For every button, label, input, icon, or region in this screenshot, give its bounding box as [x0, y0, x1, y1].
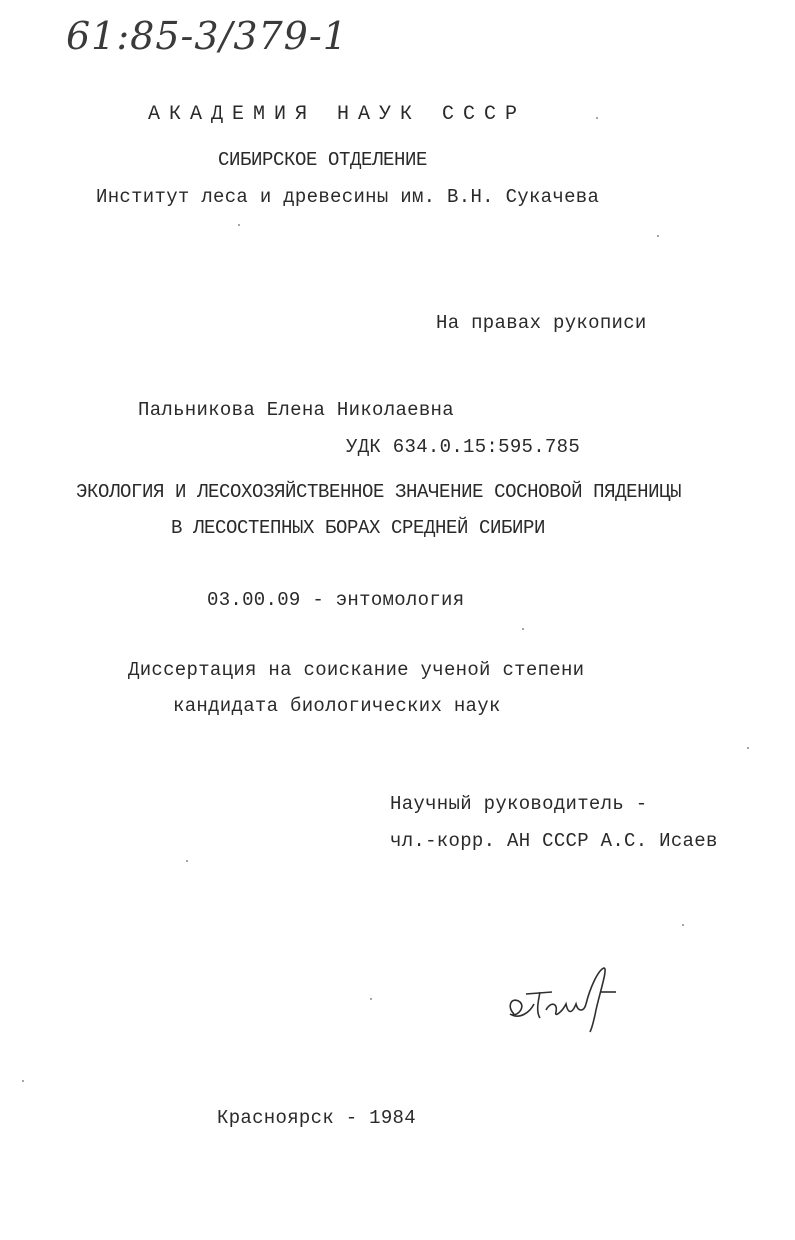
scan-speck	[747, 747, 749, 749]
thesis-title-line-2: В ЛЕСОСТЕПНЫХ БОРАХ СРЕДНЕЙ СИБИРИ	[171, 517, 546, 539]
scan-speck	[22, 1080, 24, 1082]
scan-speck	[522, 628, 524, 630]
archive-number: 61:85-3/379-1	[66, 14, 348, 58]
supervisor-line-2: чл.-корр. АН СССР А.С. Исаев	[390, 830, 718, 852]
scan-speck	[238, 224, 240, 226]
scan-speck	[370, 998, 372, 1000]
supervisor-line-1: Научный руководитель -	[390, 793, 648, 815]
author-name: Пальникова Елена Николаевна	[138, 399, 454, 421]
udc-code: УДК 634.0.15:595.785	[346, 436, 581, 458]
academy-name: АКАДЕМИЯ НАУК СССР	[148, 103, 527, 126]
scan-speck	[596, 117, 598, 119]
manuscript-note: На правах рукописи	[436, 312, 647, 334]
thesis-title-line-1: ЭКОЛОГИЯ И ЛЕСОХОЗЯЙСТВЕННОЕ ЗНАЧЕНИЕ СОСНОВОЙ ПЯДЕНИЦЫ	[76, 481, 682, 503]
specialty: 03.00.09 - энтомология	[207, 589, 465, 611]
signature	[500, 962, 630, 1042]
institute-name: Институт леса и древесины им. В.Н. Сукачева	[96, 186, 600, 208]
degree-line-2: кандидата биологических наук	[173, 695, 501, 717]
scan-speck	[682, 924, 684, 926]
degree-line-1: Диссертация на соискание ученой степени	[128, 659, 585, 681]
scan-speck	[657, 235, 659, 237]
branch-name: СИБИРСКОЕ ОТДЕЛЕНИЕ	[218, 149, 428, 171]
city-year: Красноярск - 1984	[217, 1107, 416, 1129]
scan-speck	[186, 860, 188, 862]
